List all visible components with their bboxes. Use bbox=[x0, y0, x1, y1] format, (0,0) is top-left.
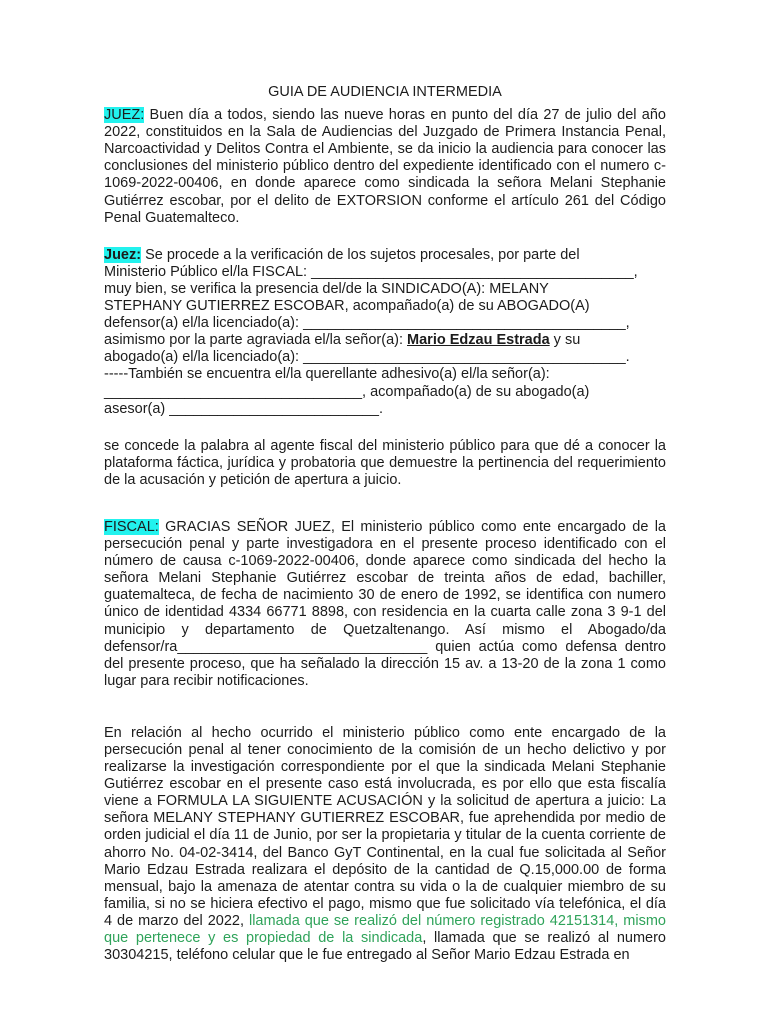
spacer bbox=[104, 489, 666, 519]
verification-line-7: abogado(a) el/la licenciado(a): ________________________________________. bbox=[104, 349, 630, 366]
verification-line-8: -----También se encuentra el/la querellante adhesivo(a) el/la señor(a): bbox=[104, 366, 550, 383]
verification-line-1 bbox=[104, 247, 666, 264]
accusation-text-a: En relación al hecho ocurrido el ministerio público como ente encargado de la persecución penal al tener conocimiento de la comisión de un hecho delictivo y por realizarse la investigación correspondiente por el que la sindicada Melani Stephanie Gutiérrez escobar en el presente caso está involucrada, es por ello que esta fiscalía viene a FORMULA LA SIGUIENTE ACUSACIÓN y la solicitud de apertura a juicio: La señora MELANY STEPHANY GUTIERREZ ESCOBAR, fue aprehendida por medio de orden judicial el día 11 de Junio, por ser la propietaria y titular de la cuenta corriente de ahorro No. 04-02-3414, del Banco GyT Continental, en la cual fue solicitada al Señor Mario Edzau Estrada realizara el depósito de la cantidad de Q.15,000.00 de forma mensual, bajo la amenaza de atentar contra su vida o la de cualquier miembro de su familia, si no se hiciera efectivo el pago, mismo que fue solicitado vía telefónica, el día 4 de marzo del 2022, bbox=[104, 724, 666, 929]
accusation-green-text: llamada que se realizó del número registrado 42151314, mismo que pertenece y es propiedad de la sindicada bbox=[104, 912, 666, 947]
verification-line-5: defensor(a) el/la licenciado(a): ________________________________________, bbox=[104, 315, 630, 332]
verification-text-1: Se procede a la verificación de los sujetos procesales, por parte del bbox=[141, 246, 580, 263]
floor-granted-paragraph: se concede la palabra al agente fiscal del ministerio público para que dé a conocer la plataforma fáctica, jurídica y probatoria que demuestre la pertinencia del requerimiento de la acusación y petición de apertura a juicio. bbox=[104, 437, 666, 488]
verification-paragraph bbox=[104, 247, 666, 418]
verification-line-3: muy bien, se verifica la presencia del/de la SINDICADO(A): MELANY bbox=[104, 280, 549, 297]
verification-text-6a: asimismo por la parte agraviada el/la señor(a): bbox=[104, 332, 408, 349]
prosecutor-paragraph bbox=[104, 519, 666, 690]
verification-line-4: STEPHANY GUTIERREZ ESCOBAR, acompañado(a) de su ABOGADO(A) bbox=[104, 298, 590, 315]
verification-line-9: ________________________________, acompañado(a) de su abogado(a) bbox=[104, 383, 590, 400]
judge-opening-text: Buen día a todos, siendo las nueve horas en punto del día 27 de julio del año 2022, constituidos en la Sala de Audiencias del Juzgado de Primera Instancia Penal, Narcoactividad y Delitos Contra el Ambiente, se da inicio la audiencia para conocer las conclusiones del ministerio público dentro del expediente identificado con el numero c-1069-2022-00406, en donde aparece como sindicada la señora Melani Stephanie Gutiérrez escobar, por el delito de EXTORSION conforme el artículo 261 del Código Penal Guatemalteco. bbox=[104, 107, 666, 226]
accusation-paragraph bbox=[104, 725, 666, 964]
verification-line-6 bbox=[104, 332, 666, 349]
judge-opening-paragraph bbox=[104, 107, 666, 227]
accusation-text-b: , llamada que se realizó al numero 30304215, teléfono celular que le fue entregado al Señor Mario Edzau Estrada en bbox=[104, 930, 666, 964]
document-title: GUIA DE AUDIENCIA INTERMEDIA bbox=[268, 84, 502, 100]
verification-text-6b: y su bbox=[549, 332, 581, 349]
speaker-label-juez: JUEZ: bbox=[104, 107, 145, 124]
speaker-label-juez-2: Juez: bbox=[104, 246, 142, 263]
spacer bbox=[104, 418, 666, 438]
prosecutor-text: GRACIAS SEÑOR JUEZ, El ministerio público como ente encargado de la persecución penal y parte investigadora en el presente proceso identificado con el número de causa c-1069-2022-00406, donde aparece como sindicada del hecho la señora Melani Stephanie Gutiérrez escobar de treinta años de edad, bachiller, guatemalteca, de fecha de nacimiento 30 de enero de 1992, se identifica con numero único de identidad 4334 66771 8898, con residencia en la cuarta calle zona 3 9-1 del municipio y departamento de Quetzaltenango. Así mismo el Abogado/da defensor/ra_______________________________ quien actúa como defensa dentro del presente proceso, que ha señalado la dirección 15 av. a 13-20 de la zona 1 como lugar para recibir notificaciones. bbox=[104, 518, 666, 689]
spacer bbox=[104, 227, 666, 247]
spacer bbox=[104, 690, 666, 725]
verification-line-10: asesor(a) __________________________. bbox=[104, 400, 383, 417]
agraviado-name: Mario Edzau Estrada bbox=[407, 332, 550, 349]
verification-line-2: Ministerio Público el/la FISCAL: ________________________________________, bbox=[104, 263, 638, 280]
speaker-label-fiscal: FISCAL: bbox=[104, 518, 159, 535]
